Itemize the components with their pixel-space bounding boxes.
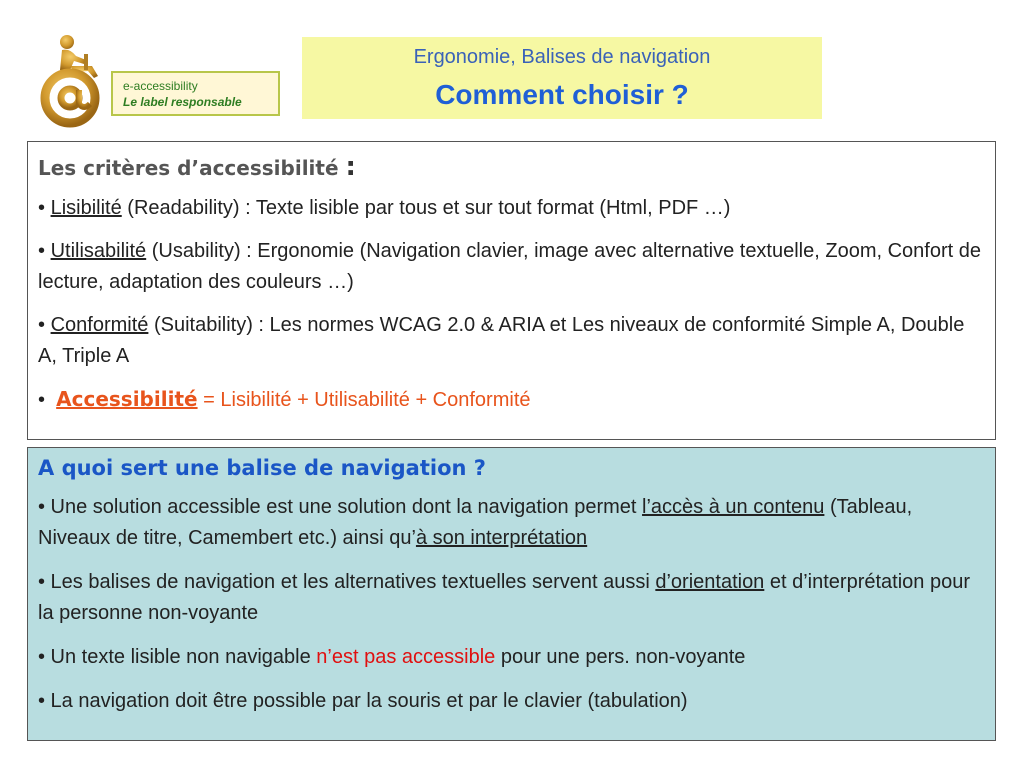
person-at-sign-icon	[40, 30, 112, 130]
logo	[40, 30, 112, 130]
label-line-1: e-accessibility	[123, 79, 198, 93]
item-text: • Un texte lisible non navigable	[38, 646, 317, 668]
bullet: •	[38, 240, 46, 262]
list-item	[38, 310, 985, 372]
list-item	[38, 642, 985, 673]
item-text: pour une pers. non-voyante	[495, 646, 746, 668]
criteria-panel	[27, 141, 996, 440]
term-accessibilite: Accessibilité	[56, 387, 198, 411]
term-conformite: Conformité	[50, 314, 149, 336]
list-item	[38, 193, 985, 224]
underlined-phrase: l’accès à un contenu	[642, 496, 825, 518]
formula-text: = Lisibilité + Utilisabilité + Conformité	[197, 389, 531, 411]
term-utilisabilite: Utilisabilité	[50, 240, 147, 262]
underlined-phrase: d’orientation	[655, 571, 765, 593]
item-text: • Les balises de navigation et les alternatives textuelles servent aussi	[38, 571, 656, 593]
navigation-panel	[27, 447, 996, 741]
item-text: (Suitability) : Les normes WCAG 2.0 & ARIA et Les niveaux de conformité Simple A, Double A, Triple A	[38, 314, 965, 367]
criteria-heading-text: Les critères d’accessibilité	[38, 156, 339, 180]
list-item: • La navigation doit être possible par la souris et par le clavier (tabulation)	[38, 690, 688, 712]
title-banner	[302, 37, 822, 119]
label-line-2: Le label responsable	[123, 95, 242, 109]
underlined-phrase: à son interprétation	[415, 527, 588, 549]
formula-item	[38, 384, 985, 416]
navigation-heading: A quoi sert une balise de navigation ?	[38, 456, 486, 480]
page-subtitle: Ergonomie, Balises de navigation	[413, 46, 711, 68]
bullet: •	[38, 389, 46, 411]
list-item	[38, 567, 985, 629]
list-item	[38, 236, 985, 298]
bullet: •	[38, 314, 46, 336]
item-text: • Une solution accessible est une solution dont la navigation permet	[38, 496, 643, 518]
bullet: •	[38, 197, 46, 219]
item-text: (Tableau, Niveaux de titre, Camembert etc.) ainsi qu’	[38, 496, 913, 549]
term-lisibilite: Lisibilité	[50, 197, 122, 219]
item-text: et d’interprétation pour la personne non-voyante	[38, 571, 970, 624]
item-text: (Readability) : Texte lisible par tous et sur tout format (Html, PDF …)	[121, 197, 731, 219]
list-item	[38, 492, 985, 554]
criteria-heading	[38, 152, 985, 183]
criteria-heading-colon: :	[345, 152, 356, 182]
emphasis-text: n’est pas accessible	[316, 646, 496, 668]
item-text: (Usability) : Ergonomie (Navigation clavier, image avec alternative textuelle, Zoom, Confort de lecture, adaptation des couleurs …)	[38, 240, 981, 293]
label-badge	[111, 71, 280, 116]
page-title: Comment choisir ?	[435, 79, 689, 110]
